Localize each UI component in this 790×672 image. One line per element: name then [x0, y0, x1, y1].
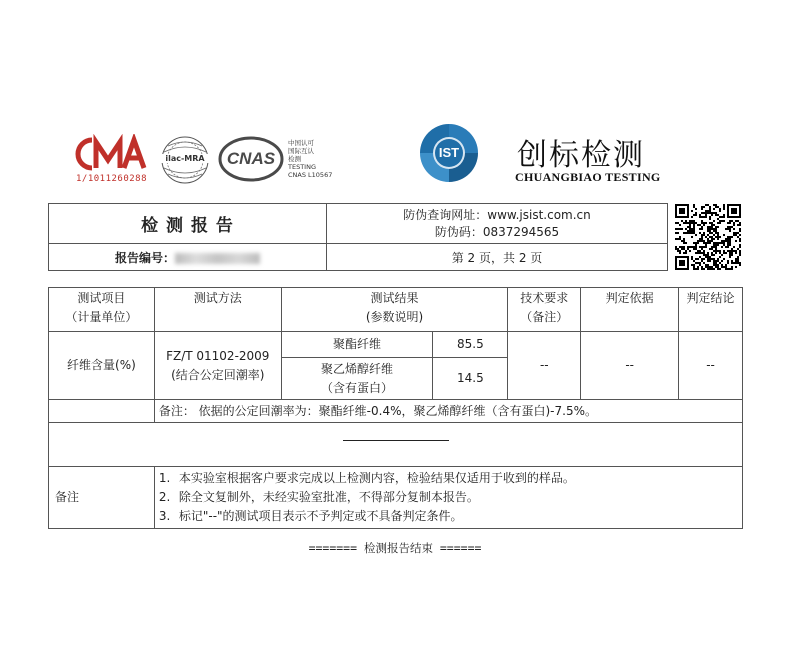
- report-title: 检 测 报 告: [49, 204, 327, 244]
- row-method: [154, 332, 281, 400]
- header-requirement-label: 技术要求: [520, 291, 569, 305]
- cma-logo: [74, 134, 150, 186]
- remark-num: 1.: [158, 471, 171, 485]
- row-item: 纤维含量(%): [49, 332, 155, 400]
- blank-row-cell: [49, 423, 743, 467]
- cnas-text: CNAS: [226, 149, 276, 168]
- result-name: 聚酯纤维: [281, 332, 433, 358]
- anti-fake-info: [327, 204, 668, 244]
- anti-fake-code: 防伪码：0837294565: [434, 224, 560, 239]
- remark-text: 本实验室根据客户要求完成以上检测内容，检验结果仅适用于收到的样品。: [178, 471, 575, 485]
- header-requirement-note: （备注）: [520, 310, 569, 324]
- remark-text: 标记"--"的测试项目表示不予判定或不具备判定条件。: [178, 509, 463, 523]
- result-value: 14.5: [433, 358, 508, 400]
- end-separator-line: [343, 440, 449, 441]
- report-number: [49, 244, 327, 271]
- report-header: [48, 203, 668, 271]
- cnas-note-line: CNAS L10567: [288, 171, 333, 179]
- cnas-note-line: TESTING: [288, 163, 316, 171]
- header-result-note: (参数说明): [365, 310, 424, 324]
- report-number-label: 报告编号：: [114, 250, 175, 265]
- row-requirement: --: [508, 332, 581, 400]
- brand-name-en: CHUANGBIAO TESTING: [515, 170, 661, 184]
- qr-code: [675, 204, 741, 270]
- remarks-list: [154, 467, 742, 529]
- remark-item: [159, 488, 741, 507]
- result-table: [48, 287, 743, 529]
- query-site: 防伪查询网址：www.jsist.com.cn: [403, 207, 591, 222]
- header-basis: 判定依据: [581, 288, 679, 332]
- row-method-standard: FZ/T 01102-2009: [166, 348, 270, 363]
- cnas-note-line: 国际互认: [288, 147, 314, 155]
- note-text: 备注： 依据的公定回潮率为：聚酯纤维-0.4%，聚乙烯醇纤维（含有蛋白)-7.5%。: [154, 400, 742, 423]
- ilac-text: ilac-MRA: [161, 154, 209, 163]
- result-name-line: 聚乙烯醇纤维: [321, 361, 394, 376]
- remark-num: 3.: [158, 509, 171, 523]
- note-row: [49, 400, 743, 423]
- header-method: 测试方法: [154, 288, 281, 332]
- header-item-unit: （计量单位）: [65, 310, 138, 324]
- remark-num: 2.: [158, 490, 171, 504]
- header-conclusion: 判定结论: [679, 288, 743, 332]
- table-header-row: [49, 288, 743, 332]
- header-item: [49, 288, 155, 332]
- report-number-redacted: [175, 253, 260, 264]
- brand-name-cn: 创标检测: [517, 138, 645, 173]
- cnas-note-line: 中国认可: [288, 139, 314, 147]
- cma-code: 1/1011260288: [76, 174, 148, 184]
- header-requirement: [508, 288, 581, 332]
- remarks-label: 备注: [49, 467, 155, 529]
- remark-text: 除全文复制外，未经实验室批准，不得部分复制本报告。: [178, 490, 479, 504]
- blank-row: [49, 423, 743, 467]
- row-basis: --: [581, 332, 679, 400]
- result-value: 85.5: [433, 332, 508, 358]
- cnas-note-line: 检测: [288, 155, 301, 163]
- remarks-row: [49, 467, 743, 529]
- table-row: [49, 332, 743, 358]
- header-result-label: 测试结果: [370, 291, 419, 305]
- row-conclusion: --: [679, 332, 743, 400]
- row-method-note: (结合公定回潮率): [171, 367, 265, 382]
- ilac-mra-logo: [158, 134, 212, 186]
- cnas-logo: [218, 136, 284, 182]
- ist-logo: [418, 122, 480, 184]
- remark-item: [159, 469, 741, 488]
- header-item-label: 测试项目: [77, 291, 126, 305]
- result-name-line: （含有蛋白）: [321, 380, 394, 395]
- ist-text: IST: [438, 145, 460, 160]
- header-result: [281, 288, 508, 332]
- result-name: [281, 358, 433, 400]
- report-end-marker: ======= 检测报告结束 ======: [308, 541, 482, 555]
- note-row-spacer: [49, 400, 155, 423]
- cnas-note: [288, 139, 332, 179]
- page-info: 第 2 页，共 2 页: [327, 244, 668, 271]
- remark-item: [159, 507, 741, 526]
